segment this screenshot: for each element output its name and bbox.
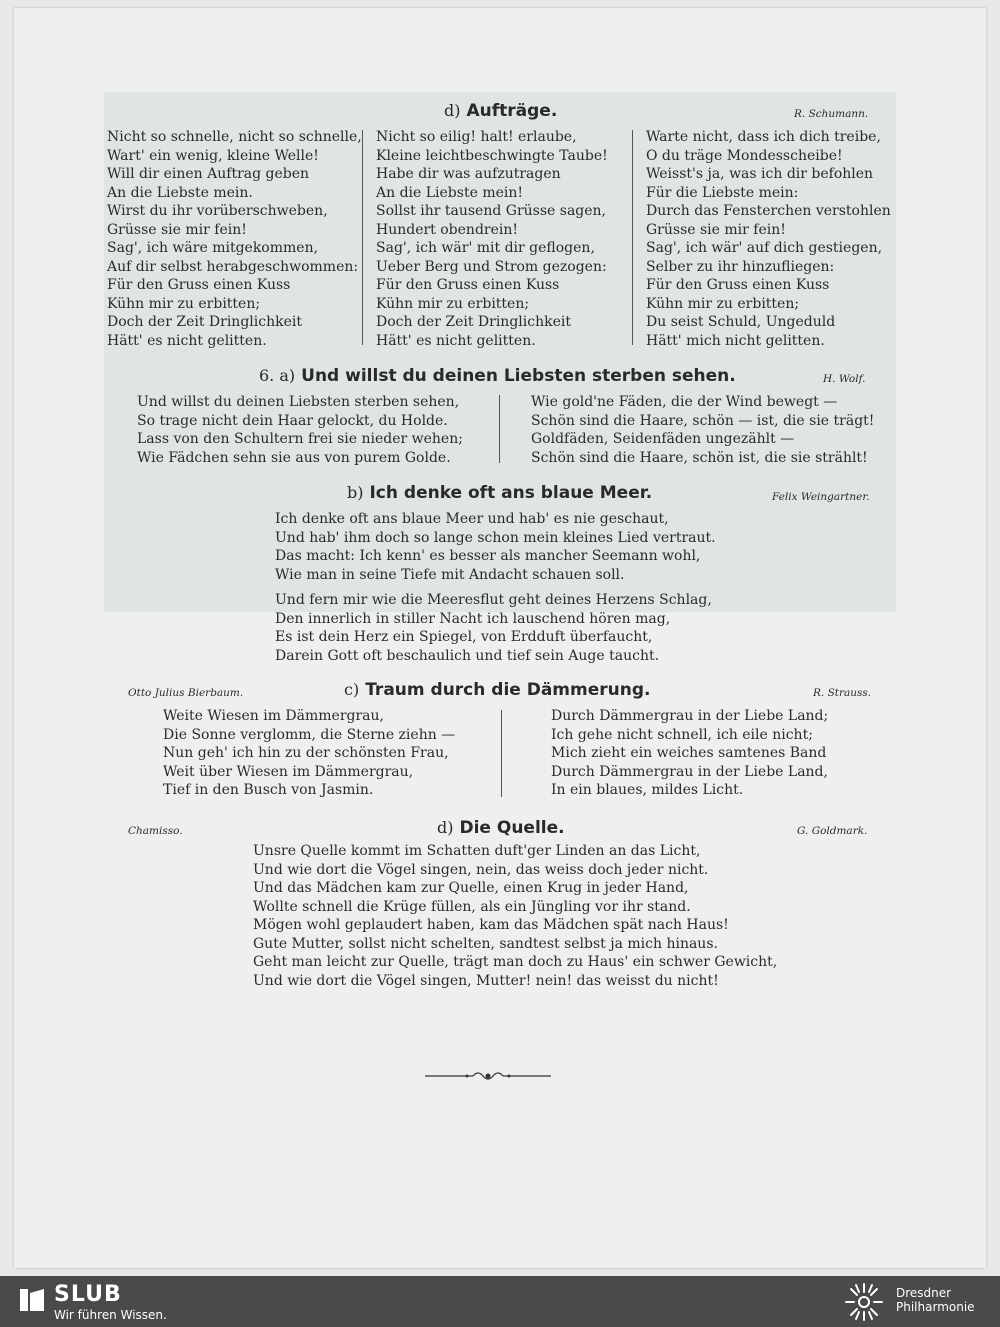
- poem-line: Durch Dämmergrau in der Liebe Land;: [551, 708, 829, 724]
- poem-line: In ein blaues, mildes Licht.: [551, 782, 744, 798]
- poem-line: Selber zu ihr hinzufliegen:: [646, 258, 835, 275]
- poem-line: Grüsse sie mir fein!: [646, 221, 786, 238]
- composer-credit: G. Goldmark.: [797, 825, 868, 837]
- poem-line: Durch Dämmergrau in der Liebe Land,: [551, 763, 828, 780]
- poem-line: Sollst ihr tausend Grüsse sagen,: [376, 203, 607, 219]
- poem-column-2: [376, 128, 608, 350]
- poem-line: O du träge Mondesscheibe!: [646, 147, 843, 164]
- composer-credit: H. Wolf.: [823, 373, 866, 385]
- poem-line: Ich denke oft ans blaue Meer und hab' es nie geschaut,: [275, 511, 669, 527]
- poem-line: Hätt' mich nicht gelitten.: [646, 332, 825, 349]
- slub-tagline: Wir führen Wissen.: [54, 1308, 167, 1322]
- poem-line: Für den Gruss einen Kuss: [376, 277, 560, 293]
- section-prefix: 6. a): [259, 366, 296, 385]
- poem-line: Doch der Zeit Dringlichkeit: [376, 314, 571, 330]
- poem-line: Kühn mir zu erbitten;: [107, 295, 261, 312]
- heading-meer: [347, 483, 652, 503]
- composer-credit: R. Schumann.: [794, 108, 869, 120]
- poem-line: Wie Fädchen sehn sie aus von purem Golde.: [137, 449, 451, 466]
- poem-stanza: [253, 842, 777, 990]
- poem-line: Du seist Schuld, Ungeduld: [646, 314, 836, 330]
- poem-line: Kleine leichtbeschwingte Taube!: [376, 147, 608, 164]
- poem-line: Die Sonne verglomm, die Sterne ziehn —: [163, 726, 456, 743]
- poem-line: Mögen wohl geplaudert haben, kam das Mädchen spät nach Haus!: [253, 917, 729, 933]
- poem-line: Es ist dein Herz ein Spiegel, von Erdduft überfaucht,: [275, 629, 653, 645]
- poem-line: Warte nicht, dass ich dich treibe,: [646, 129, 881, 145]
- philharmonie-name: [896, 1286, 975, 1314]
- poem-column-3: [646, 128, 891, 350]
- poem-line: Das macht: Ich kenn' es besser als mancher Seemann wohl,: [275, 548, 701, 564]
- poem-line: Weisst's ja, was ich dir befohlen: [646, 166, 874, 182]
- poem-line: Nun geh' ich hin zu der schönsten Frau,: [163, 745, 449, 761]
- poem-line: Darein Gott oft beschaulich und tief sein Auge taucht.: [275, 647, 660, 664]
- section-title: Und willst du deinen Liebsten sterben sehen.: [301, 366, 736, 386]
- section-title: Aufträge.: [466, 101, 558, 121]
- poem-line: Sag', ich wär' auf dich gestiegen,: [646, 240, 883, 256]
- poem-line: An die Liebste mein.: [107, 184, 253, 201]
- column-divider: [501, 710, 502, 797]
- poem-line: Lass von den Schultern frei sie nieder wehen;: [137, 431, 463, 447]
- poem-line: Hätt' es nicht gelitten.: [107, 332, 267, 349]
- column-divider: [632, 130, 633, 345]
- poem-stanza-right: [531, 393, 874, 467]
- poem-stanza-2: [275, 591, 712, 665]
- poet-credit: Chamisso.: [128, 825, 183, 837]
- poem-stanza-left: [163, 707, 455, 800]
- poem-line: Und fern mir wie die Meeresflut geht deines Herzens Schlag,: [275, 592, 712, 608]
- poem-line: So trage nicht dein Haar gelockt, du Holde.: [137, 412, 448, 429]
- poem-line: Habe dir was aufzutragen: [376, 166, 561, 182]
- poem-line: Will dir einen Auftrag geben: [107, 166, 310, 182]
- poem-line: Hätt' es nicht gelitten.: [376, 332, 536, 349]
- heading-sterben: [259, 366, 736, 386]
- poem-stanza-left: [137, 393, 463, 467]
- poem-line: Wirst du ihr vorüberschweben,: [107, 203, 328, 219]
- heading-quelle: [437, 818, 565, 838]
- poem-line: Kühn mir zu erbitten;: [376, 295, 530, 312]
- section-prefix: b): [347, 483, 364, 502]
- heading-auftraege: [444, 101, 557, 121]
- poem-line: Weite Wiesen im Dämmergrau,: [163, 708, 384, 724]
- poem-line: Schön sind die Haare, schön — ist, die sie trägt!: [531, 412, 875, 429]
- poem-line: Mich zieht ein weiches samtenes Band: [551, 745, 827, 761]
- poem-line: Für die Liebste mein:: [646, 184, 799, 201]
- slub-logo-icon: [18, 1285, 48, 1315]
- composer-credit: Felix Weingartner.: [772, 491, 870, 503]
- poem-line: Hundert obendrein!: [376, 221, 519, 238]
- poem-line: Grüsse sie mir fein!: [107, 221, 247, 238]
- philharmonie-logo-icon: [842, 1280, 886, 1324]
- poem-column-1: [107, 128, 362, 350]
- heading-traum: [344, 680, 650, 700]
- poem-line: An die Liebste mein!: [376, 184, 523, 201]
- ornament-divider: [423, 1068, 553, 1084]
- poem-line: Geht man leicht zur Quelle, trägt man doch zu Haus' ein schwer Gewicht,: [253, 954, 778, 970]
- poem-stanza-1: [275, 510, 716, 584]
- section-title: Traum durch die Dämmerung.: [365, 680, 651, 700]
- poem-line: Wollte schnell die Krüge füllen, als ein Jüngling vor ihr stand.: [253, 898, 691, 915]
- section-title: Ich denke oft ans blaue Meer.: [369, 483, 653, 503]
- poem-line: Wie gold'ne Fäden, die der Wind bewegt —: [531, 394, 838, 410]
- section-prefix: d): [444, 101, 461, 120]
- poem-line: Und wie dort die Vögel singen, nein, das weiss doch jeder nicht.: [253, 861, 709, 878]
- poem-line: Und hab' ihm doch so lange schon mein kleines Lied vertraut.: [275, 529, 716, 546]
- poem-line: Goldfäden, Seidenfäden ungezählt —: [531, 431, 795, 447]
- column-divider: [362, 130, 363, 345]
- poem-line: Kühn mir zu erbitten;: [646, 295, 800, 312]
- philharmonie-name-line1: Dresdner: [896, 1286, 952, 1300]
- poem-line: Und willst du deinen Liebsten sterben sehen,: [137, 394, 460, 410]
- poem-line: Sag', ich wäre mitgekommen,: [107, 240, 319, 256]
- slub-name: SLUB: [54, 1282, 122, 1307]
- poem-line: Schön sind die Haare, schön ist, die sie strählt!: [531, 449, 868, 466]
- poem-line: Für den Gruss einen Kuss: [107, 277, 291, 293]
- poem-line: Wart' ein wenig, kleine Welle!: [107, 147, 319, 164]
- section-title: Die Quelle.: [459, 818, 565, 838]
- column-divider: [499, 395, 500, 463]
- poem-stanza-right: [551, 707, 828, 800]
- poem-line: Gute Mutter, sollst nicht schelten, sandtest selbst ja mich hinaus.: [253, 935, 718, 952]
- poem-line: Nicht so schnelle, nicht so schnelle,: [107, 129, 362, 145]
- poem-line: Durch das Fensterchen verstohlen: [646, 203, 891, 219]
- poem-line: Nicht so eilig! halt! erlaube,: [376, 129, 577, 145]
- poem-line: Den innerlich in stiller Nacht ich lauschend hören mag,: [275, 610, 671, 627]
- poem-line: Für den Gruss einen Kuss: [646, 277, 830, 293]
- poem-line: Tief in den Busch von Jasmin.: [163, 782, 374, 798]
- poem-line: Ich gehe nicht schnell, ich eile nicht;: [551, 726, 813, 743]
- poem-line: Doch der Zeit Dringlichkeit: [107, 314, 302, 330]
- section-prefix: c): [344, 680, 360, 699]
- philharmonie-name-line2: Philharmonie: [896, 1300, 975, 1314]
- poem-line: Unsre Quelle kommt im Schatten duft'ger Linden an das Licht,: [253, 843, 701, 859]
- poem-line: Ueber Berg und Strom gezogen:: [376, 258, 607, 275]
- section-prefix: d): [437, 818, 454, 837]
- poem-line: Weit über Wiesen im Dämmergrau,: [163, 763, 414, 780]
- poem-line: Sag', ich wär' mit dir geflogen,: [376, 240, 595, 256]
- footer-bar: [0, 1276, 1000, 1327]
- composer-credit: R. Strauss.: [813, 687, 872, 699]
- poem-line: Und wie dort die Vögel singen, Mutter! nein! das weisst du nicht!: [253, 972, 719, 989]
- poet-credit: Otto Julius Bierbaum.: [128, 687, 244, 699]
- poem-line: Wie man in seine Tiefe mit Andacht schauen soll.: [275, 566, 625, 583]
- poem-line: Auf dir selbst herabgeschwommen:: [107, 258, 359, 275]
- poem-line: Und das Mädchen kam zur Quelle, einen Krug in jeder Hand,: [253, 880, 689, 896]
